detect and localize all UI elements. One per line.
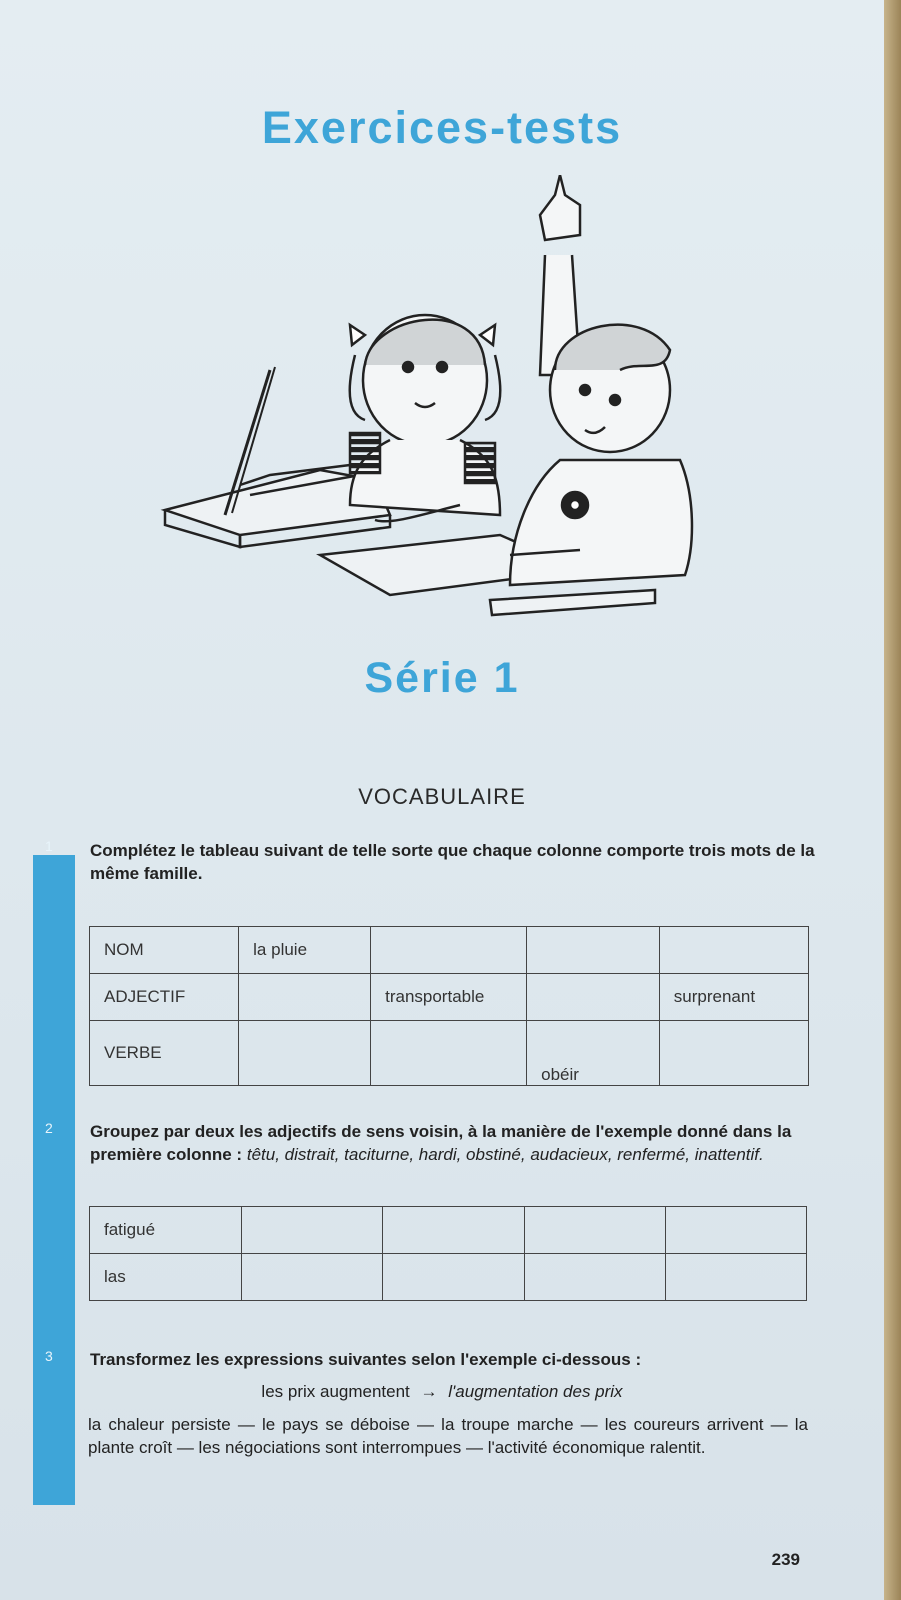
table-cell [524, 1207, 665, 1254]
table-cell [665, 1207, 806, 1254]
table-cell: transportable [371, 974, 527, 1021]
table-cell [383, 1254, 524, 1301]
table-cell [524, 1254, 665, 1301]
table-cell: ADJECTIF [90, 974, 239, 1021]
table-row [90, 1021, 809, 1086]
table-cell [371, 1021, 527, 1086]
children-illustration [160, 175, 700, 630]
exercise-3-instruction: Transformez les expressions suivantes selon l'exemple ci-dessous : [90, 1350, 642, 1369]
page-number: 239 [771, 1550, 800, 1569]
table-cell [659, 1021, 808, 1086]
exercise-3-number: 3 [45, 1348, 53, 1364]
exercise-1-number: 1 [45, 838, 53, 854]
table-cell: surprenant [659, 974, 808, 1021]
exercise-sidebar [33, 855, 75, 1505]
table-cell: obéir [527, 1021, 660, 1086]
arrow-icon: → [420, 1382, 438, 1401]
exercise-2-instruction [90, 1120, 850, 1166]
synonym-table [89, 1206, 807, 1301]
table-cell [659, 927, 808, 974]
word-family-table [89, 926, 809, 1086]
table-row [90, 927, 809, 974]
exercise-2-instruction-text: Groupez par deux les adjectifs de sens voisin, à la manière de l'exemple donné dans la première colonne : [90, 1122, 792, 1164]
table-cell [527, 927, 660, 974]
table-cell [371, 927, 527, 974]
table-cell: NOM [90, 927, 239, 974]
exercise-1-instruction: Complétez le tableau suivant de telle sorte que chaque colonne comporte trois mots de la même famille. [90, 841, 815, 883]
table-row [90, 1207, 807, 1254]
table-cell [527, 974, 660, 1021]
table-cell [242, 1207, 383, 1254]
table-cell [239, 1021, 371, 1086]
example-source: les prix augmentent [261, 1382, 410, 1401]
table-row [90, 1254, 807, 1301]
table-cell: VERBE [90, 1021, 239, 1086]
table-cell: fatigué [90, 1207, 242, 1254]
table-cell [665, 1254, 806, 1301]
exercise-2-word-list: têtu, distrait, taciturne, hardi, obstiné, audacieux, renfermé, inattentif. [246, 1145, 764, 1164]
section-heading: VOCABULAIRE [358, 784, 526, 809]
series-title: Série 1 [364, 654, 520, 702]
page-title: Exercices-tests [261, 102, 623, 153]
table-cell [242, 1254, 383, 1301]
table-row [90, 974, 809, 1021]
table-cell [239, 974, 371, 1021]
book-edge [884, 0, 901, 1600]
table-cell: la pluie [239, 927, 371, 974]
table-cell: las [90, 1254, 242, 1301]
example-result: l'augmentation des prix [448, 1382, 623, 1401]
example-line [0, 1382, 884, 1402]
exercise-3-sentences: la chaleur persiste — le pays se déboise — la troupe marche — les coureurs arrivent — la plante croît — les négociations sont interrompues — l'activité économique ralentit. [88, 1415, 808, 1457]
table-cell [383, 1207, 524, 1254]
exercise-2-number: 2 [45, 1120, 53, 1136]
